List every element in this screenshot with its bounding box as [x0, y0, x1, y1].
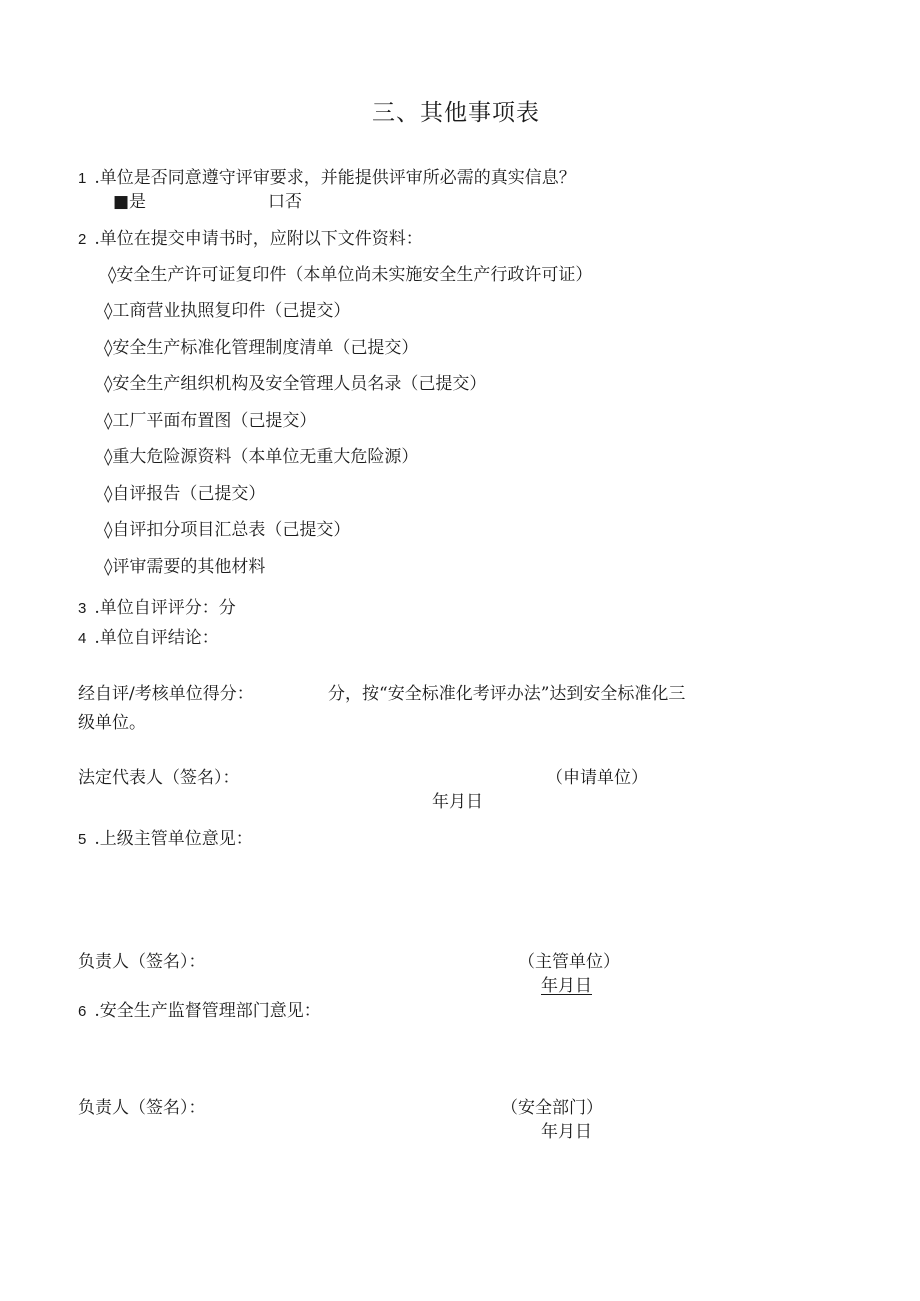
self-eval-score-label: 经自评/考核单位得分：: [78, 684, 254, 704]
question-4: [78, 628, 219, 648]
question-number: 3: [78, 600, 87, 617]
date-label: 年月日: [541, 1122, 592, 1142]
attachment-item: ◊评审需要的其他材料: [104, 557, 266, 577]
question-text: .单位在提交申请书时，应附以下文件资料：: [94, 229, 423, 249]
question-text: .安全生产监督管理部门意见：: [94, 1001, 321, 1021]
yes-checkbox[interactable]: ■是: [113, 192, 147, 212]
page-title: 三、其他事项表: [372, 100, 540, 126]
safety-dept-unit-label: （安全部门）: [501, 1098, 603, 1118]
question-number: 5: [78, 831, 87, 848]
question-3: [78, 598, 236, 618]
question-text: .单位是否同意遵守评审要求，并能提供评审所必需的真实信息？: [94, 168, 576, 188]
attachment-item: ◊安全生产组织机构及安全管理人员名录（己提交）: [104, 374, 487, 394]
attachment-item: ◊安全生产标准化管理制度清单（己提交）: [104, 338, 419, 358]
question-1: [78, 168, 576, 188]
attachment-item: ◊重大危险源资料（本单位无重大危险源）: [104, 447, 419, 467]
supervisor-signature-label: 负责人（签名）：: [78, 952, 206, 972]
question-number: 1: [78, 170, 87, 187]
date-label: 年月日: [432, 792, 483, 812]
attachment-item: ◊安全生产许可证复印件（本单位尚未实施安全生产行政许可证）: [108, 265, 593, 285]
attachment-item: ◊自评扣分项目汇总表（己提交）: [104, 520, 351, 540]
applicant-unit-label: （申请单位）: [546, 768, 648, 788]
attachment-item: ◊工厂平面布置图（己提交）: [104, 411, 317, 431]
question-2: [78, 229, 423, 249]
safety-dept-signature-label: 负责人（签名）：: [78, 1098, 206, 1118]
question-number: 2: [78, 231, 87, 248]
question-text: .单位自评评分：分: [94, 598, 236, 618]
question-5: [78, 829, 253, 849]
date-label: 年月日: [541, 976, 592, 996]
question-6: [78, 1001, 321, 1021]
attachment-item: ◊工商营业执照复印件（己提交）: [104, 301, 351, 321]
self-eval-conclusion-cont: 级单位。: [78, 713, 146, 733]
supervising-unit-label: （主管单位）: [518, 952, 620, 972]
question-text: .单位自评结论：: [94, 628, 219, 648]
attachment-item: ◊自评报告（己提交）: [104, 484, 266, 504]
question-number: 4: [78, 630, 87, 647]
question-text: .上级主管单位意见：: [94, 829, 253, 849]
no-checkbox[interactable]: 口否: [268, 192, 302, 212]
self-eval-conclusion-text: 分，按“安全标准化考评办法”达到安全标准化三: [328, 684, 686, 704]
legal-rep-signature-label: 法定代表人（签名）：: [78, 768, 240, 788]
question-number: 6: [78, 1003, 87, 1020]
